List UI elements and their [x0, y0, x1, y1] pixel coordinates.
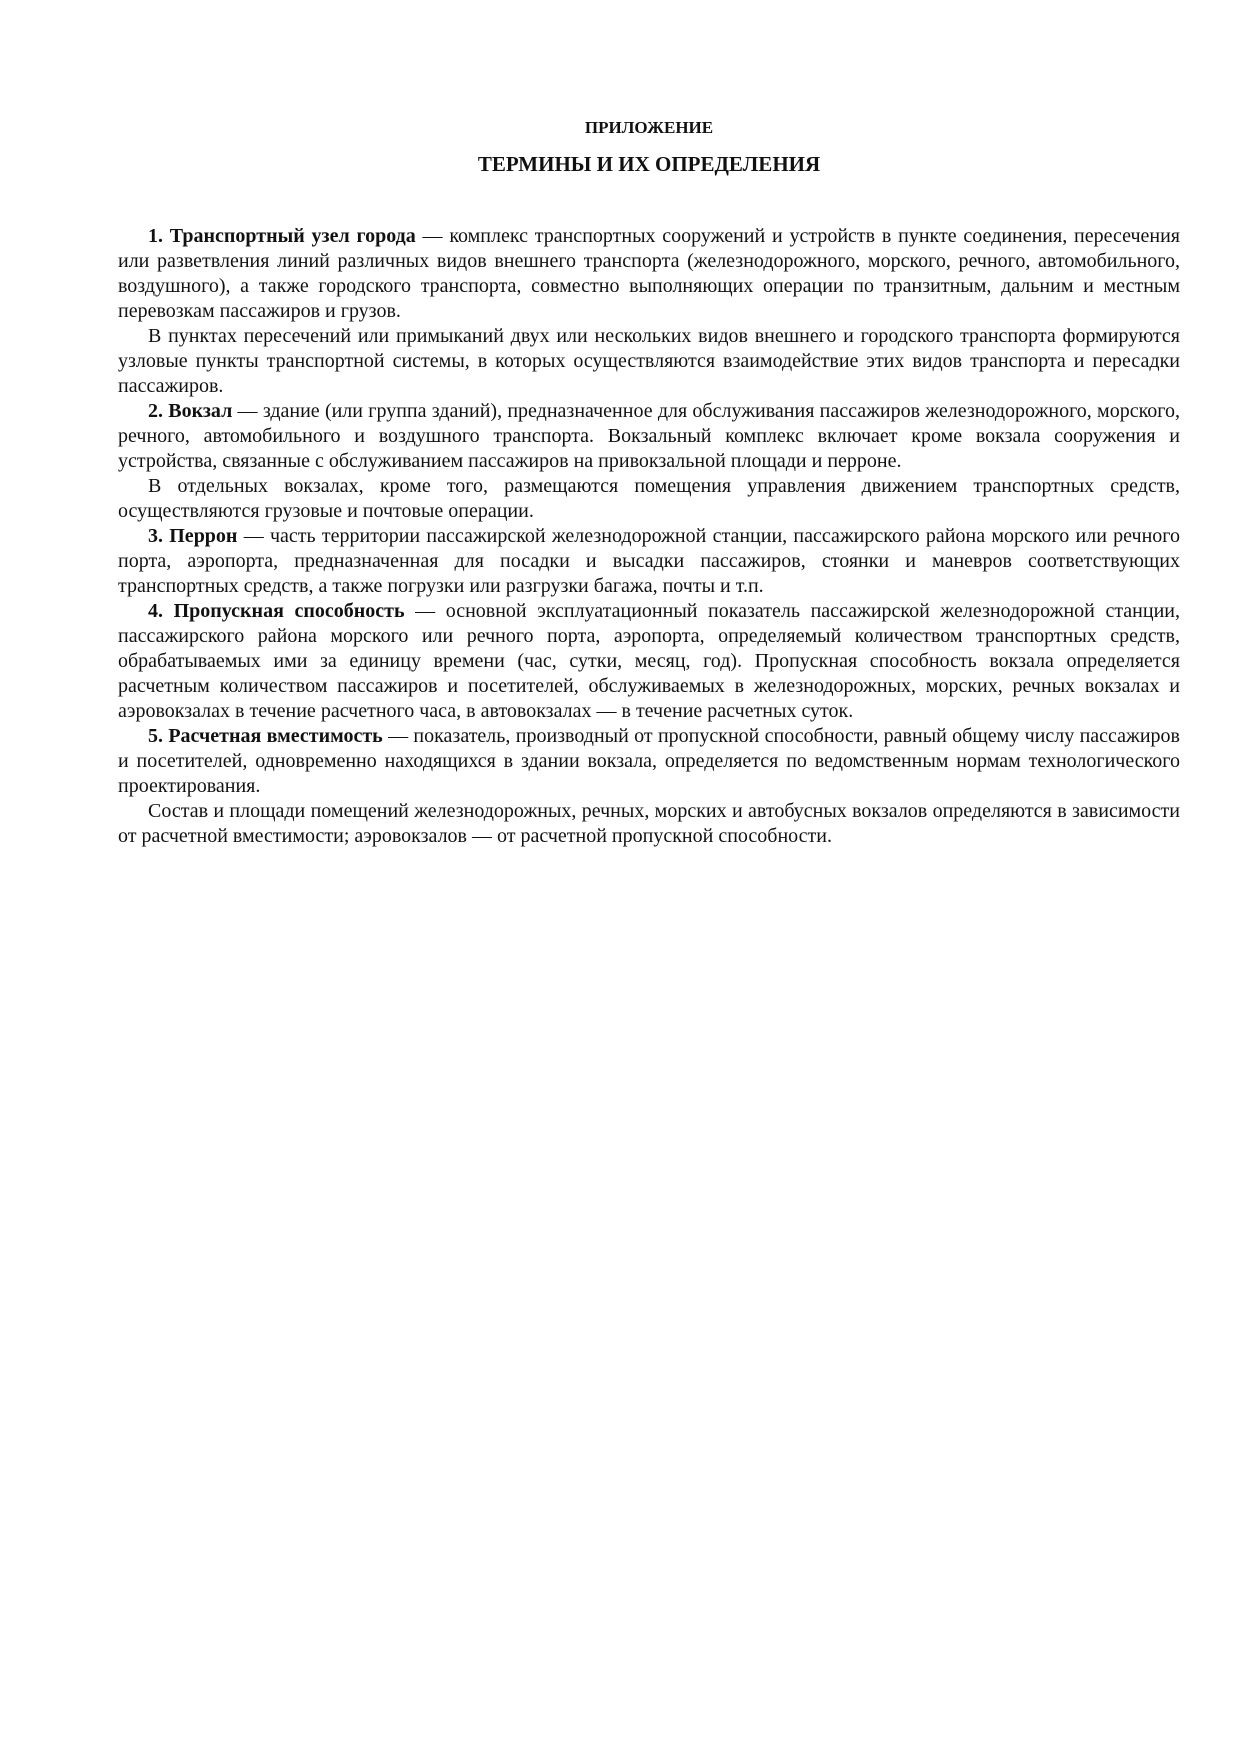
- definitions-body: [118, 224, 1180, 849]
- definition-paragraph-5: [118, 724, 1180, 799]
- term-throughput: 4. Пропускная способность: [148, 600, 405, 622]
- paragraph-composition: [118, 799, 1180, 849]
- definition-paragraph-2: [118, 399, 1180, 474]
- definition-text: — показатель, производный от пропускной способности, равный общему числу пассажиров и посетителей, одновременно находящихся в здании вокзала, определяется по ведомственным нормам технологического проектирования.: [118, 725, 1180, 797]
- document-page: [118, 112, 1180, 849]
- paragraph-text: В отдельных вокзалах, кроме того, размещаются помещения управления движением транспортных средств, осуществляются грузовые и почтовые операции.: [118, 475, 1180, 522]
- definition-text: — здание (или группа зданий), предназначенное для обслуживания пассажиров железнодорожного, морского, речного, автомобильного и воздушного транспорта. Вокзальный комплекс включает кроме вокзала сооружения и устройства, связанные с обслуживанием пассажиров на привокзальной площади и перроне.: [118, 400, 1180, 472]
- term-platform: 3. Перрон: [148, 525, 238, 547]
- page-title: ТЕРМИНЫ И ИХ ОПРЕДЕЛЕНИЯ: [477, 152, 821, 176]
- paragraph-text: В пунктах пересечений или примыканий двух или нескольких видов внешнего и городского транспорта формируются узловые пункты транспортной системы, в которых осуществляются взаимодействие этих видов транспорта и пересадки пассажиров.: [118, 325, 1180, 397]
- paragraph-transport-nodes: [118, 324, 1180, 399]
- term-station: 2. Вокзал: [148, 400, 233, 422]
- definition-text: — основной эксплуатационный показатель пассажирской железнодорожной станции, пассажирского района морского или речного порта, аэропорта, определяемый количеством транспортных средств, обрабатываемых ими за единицу времени (час, сутки, месяц, год). Пропускная способность вокзала определяется расчетным количеством пассажиров и посетителей, обслуживаемых в железнодорожных, морских, речных вокзалах и аэровокзалах в течение расчетного часа, в автовокзалах — в течение расчетных суток.: [118, 600, 1180, 722]
- term-transport-hub: 1. Транспортный узел города: [148, 225, 416, 247]
- paragraph-station-extra: [118, 474, 1180, 524]
- appendix-label: ПРИЛОЖЕНИЕ: [584, 118, 714, 137]
- definition-paragraph-3: [118, 524, 1180, 599]
- definition-text: — комплекс транспортных сооружений и устройств в пункте соединения, пересечения или разветвления линий различных видов внешнего транспорта (железнодорожного, морского, речного, автомобильного, воздушного), а также городского транспорта, совместно выполняющих операции по транзитным, дальним и местным перевозкам пассажиров и грузов.: [118, 225, 1180, 322]
- definition-paragraph-1: [118, 224, 1180, 324]
- term-capacity: 5. Расчетная вместимость: [148, 725, 383, 747]
- definition-paragraph-4: [118, 599, 1180, 724]
- definition-text: — часть территории пассажирской железнодорожной станции, пассажирского района морского или речного порта, аэропорта, предназначенная для посадки и высадки пассажиров, стоянки и маневров соответствующих транспортных средств, а также погрузки или разгрузки багажа, почты и т.п.: [118, 525, 1181, 597]
- paragraph-text: Состав и площади помещений железнодорожных, речных, морских и автобусных вокзалов определяются в зависимости от расчетной вместимости; аэровокзалов — от расчетной пропускной способности.: [118, 800, 1180, 847]
